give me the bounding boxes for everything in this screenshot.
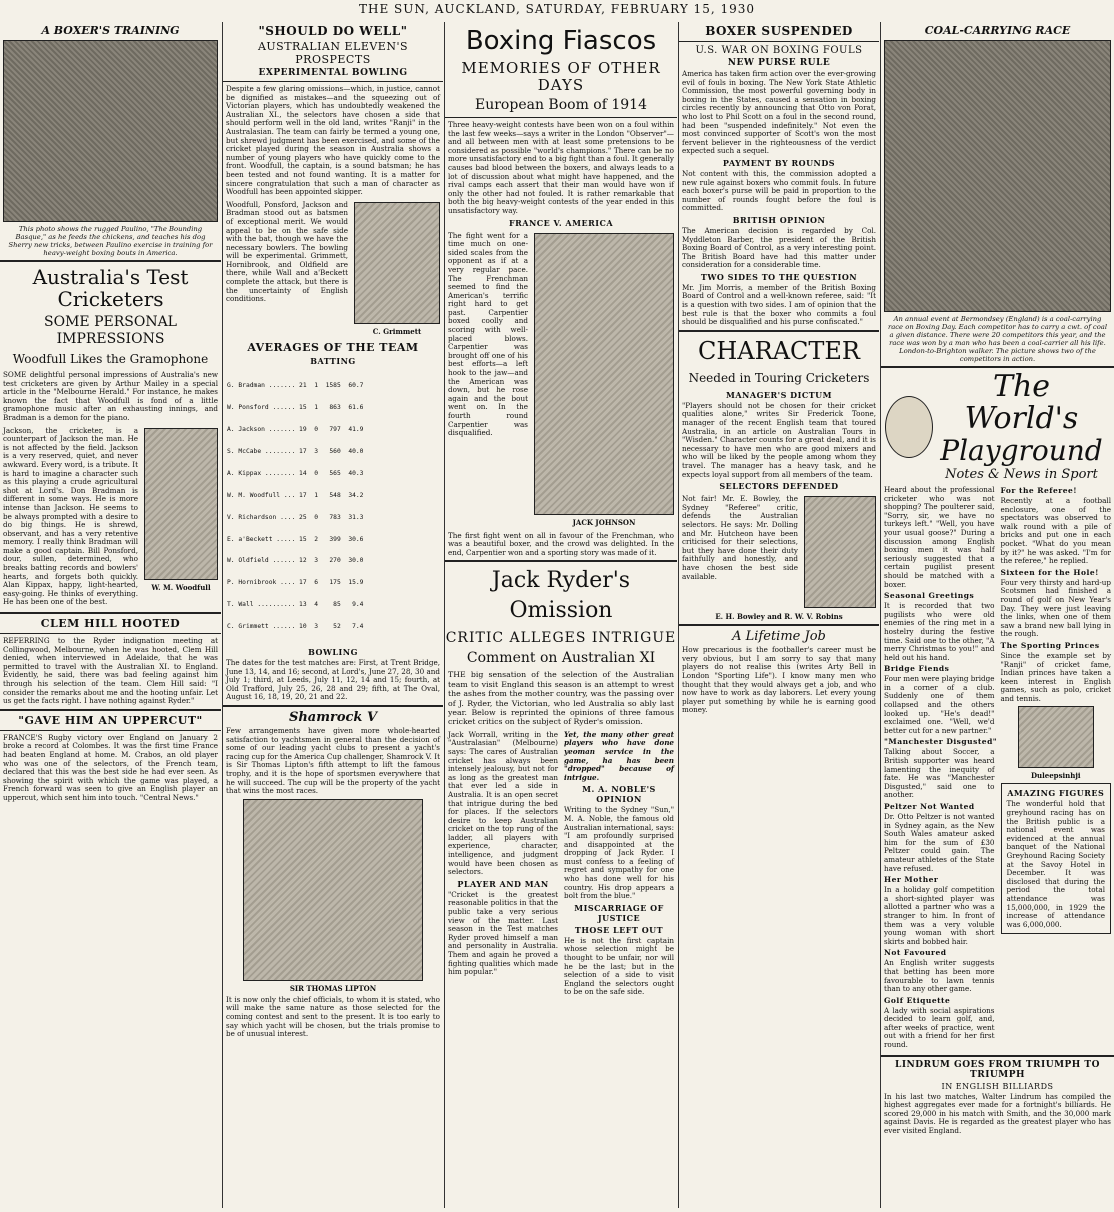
mascot-icon (885, 396, 933, 458)
table-row: S. McCabe ........ 17 3 560 40.0 (227, 447, 364, 455)
column-5 (881, 22, 1114, 1208)
column-3 (445, 22, 677, 1208)
worlds-playground-logo-line-1: The World's (964, 369, 1079, 436)
column-4 (679, 22, 879, 1208)
boxing-fiascos-subhead: MEMORIES OF OTHER DAYS (461, 59, 661, 94)
averages-headline: AVERAGES OF THE TEAM (247, 340, 419, 354)
bridge-body: Four men were playing bridge in a corner of a club. Suddenly one of them collapsed and the others looked up. "He's dead!" exclaimed one. "Well, we'd better cut for a new partner." (884, 674, 995, 735)
selectors-defended-subhead: SELECTORS DEFENDED (719, 481, 839, 492)
divider (881, 366, 1114, 368)
lipton-caption: SIR THOMAS LIPTON (289, 983, 377, 993)
character-headline: CHARACTER (698, 336, 860, 365)
should-do-well-subhead-2: EXPERIMENTAL BOWLING (258, 68, 408, 78)
manchester-subhead: "Manchester Disgusted" (884, 737, 998, 747)
table-row: W. Oldfield ...... 12 3 270 30.0 (227, 557, 364, 565)
coal-race-headline: COAL-CARRYING RACE (924, 24, 1071, 37)
coal-race-photo (884, 40, 1111, 312)
referee-body: Recently at a football enclosure, one of the spectators was observed to walk round with a pile of bricks and put one in each pocket. "What do you mean by it?" he was asked. "I'm for the referee," he replied. (1000, 496, 1111, 566)
character-subhead-2: MANAGER'S DICTUM (725, 389, 832, 400)
worlds-playground-logo-line-2: Playground (940, 434, 1103, 467)
table-row: V. Richardson .... 25 0 783 31.3 (227, 513, 364, 521)
favour-subhead: Not Favoured (884, 948, 947, 958)
worlds-playground-tagline: Notes & News in Sport (945, 467, 1098, 482)
boxing-fiascos-headline: Boxing Fiascos (465, 26, 657, 56)
duleepsinhji-caption: Duleepsinhji (1030, 771, 1081, 781)
grimmett-photo (354, 202, 440, 324)
amazing-figures-body: The wonderful hold that greyhound racing has on the British public is a national event was evidenced at the annual banquet of the National Greyhound Racing Society at the Savoy Hotel in December. It was disclosed that during the period the total attendance was 15,000,000, in 1929 the increase of attendance was 6,000,000. (1006, 799, 1105, 929)
batting-subhead: BATTING (310, 355, 356, 366)
jack-johnson-caption: JACK JOHNSON (572, 517, 636, 527)
payment-by-rounds-subhead: PAYMENT BY ROUNDS (722, 157, 836, 168)
woodfull-caption: W. M. Woodfull (151, 582, 211, 592)
divider (445, 560, 677, 562)
ryder-subhead-2: Comment on Australian XI (466, 650, 656, 667)
table-row: P. Hornibrook .... 17 6 175 15.9 (227, 579, 364, 587)
bowling-subhead: BOWLING (308, 647, 358, 657)
lindrum-subhead: IN ENGLISH BILLIARDS (941, 1081, 1054, 1091)
grimmett-caption: C. Grimmett (372, 326, 422, 336)
divider (0, 633, 221, 634)
lifetime-job-body: How precarious is the footballer's career must be very obvious, but I am sorry to say that many players do not realise this (writes Arty Bell in London "Sporting Life"). I know many men who thought that they would always get a job, and who now have to work as day laborers. Let every young player put something by while he is earning good money. (682, 645, 876, 715)
lifetime-job-headline: A Lifetime Job (732, 629, 826, 645)
favour-body: An English writer suggests that betting has been more favourable to lawn tennis than to any other game. (884, 958, 995, 994)
lipton-photo (243, 799, 423, 981)
boxing-fiascos-subhead-2: European Boom of 1914 (475, 97, 647, 113)
boxing-fiascos-body-3: The first fight went on all in favour of the Frenchman, who was a beautiful boxer, and the crowd was delighted. In the end, Carpentier won and a sporting story was made of it. (448, 530, 674, 557)
amazing-figures-box (1001, 783, 1112, 934)
those-left-out-subhead: THOSE LEFT OUT (574, 924, 664, 935)
sixteen-subhead: Sixteen for the Hole! (1000, 567, 1099, 577)
divider (881, 1055, 1114, 1057)
uppercut-headline: "GAVE HIM AN UPPERCUT" (18, 713, 203, 727)
divider (0, 612, 221, 614)
selectors-defended-body: Not fair! Mr. E. Bowley, the Sydney "Referee" critic, defends the Australian selectors. He says: Mr. Dolling and Mr. Hutcheon have been criticised for their selections, but they have done their duty faithfully and honestly, and have chosen the best side available. (682, 494, 798, 581)
shamrock-headline: Shamrock V (288, 709, 378, 725)
peltzer-subhead: Peltzer Not Wanted (884, 802, 975, 811)
shamrock-body: Few arrangements have given more whole-hearted satisfaction to yachtsmen in general than the decision of some of our leading yacht clubs to present a yacht's racing cup for the America Cup challenger, Shamrock V. It is Sir Thomas Lipton's fifth attempt to lift the famous trophy, and it is the hope of sportsmen everywhere that he will succeed. The cup will be the property of the yacht that wins the most races. (226, 725, 440, 796)
boxer-training-headline: A BOXER'S TRAINING (41, 24, 180, 37)
playground-body: Heard about the professional cricketer who was not shopping? The poulterer said, "Sorry, sir, we have no turkeys left." "Well, you have your usual goose?" During a discussion among English boxing men it was half seriously suggested that a certain pugilist present should be matched with a boxer. (884, 485, 995, 589)
table-row: W. Ponsford ...... 15 1 863 61.6 (227, 404, 364, 412)
test-cricketers-subhead: SOME PERSONAL IMPRESSIONS (44, 314, 177, 347)
boxing-fiascos-body-2: The fight went for a time much on one-sided scales from the opponent as if at a very regular pace. The Frenchman seemed to find the American's terrific right hard to get past. Carpentier boxed coolly and scoring with well-placed blows. Carpentier was brought off one of his best efforts—a left hook to the jaw—and the American was down, but he rose again and the bout went on. In the fourth round Carpentier was disqualified. (448, 230, 528, 438)
table-row: W. M. Woodfull ... 17 1 548 34.2 (227, 491, 364, 499)
divider (223, 705, 443, 707)
boxer-suspended-body: America has taken firm action over the ever-growing evil of fouls in boxing. The New York State Athletic Commission, the most powerful governing body in boxing in the States, caused a sensation in boxing circles recently by announcing that Otto von Porat, who lost to Phil Scott on a foul in the second round, had been "suspended indefinitely." Not even the most convinced supporter of Scott's won the most fervent believer in the righteousness of the verdict expected such a sequel. (682, 69, 876, 156)
uppercut-body: FRANCE'S Rugby victory over England on January 2 broke a record at Colombes. It was the first time France had beaten England at home. M. Crabos, an old player who was one of the selectors, of the French team, declared that this was the best side he had ever seen. As showing the spirit with which the game was played, a French forward was seen to give an English player an uppercut, which sent him into touch. "Central News." (3, 732, 218, 802)
jack-johnson-photo (534, 233, 674, 515)
payment-by-rounds-body: Not content with this, the commission adopted a new rule against boxers who commit fouls. In future each boxer's purse will be paid in proportion to the number of rounds fought before the foul is committed. (682, 168, 876, 213)
divider (679, 330, 879, 332)
manchester-body: Talking about Soccer, a British supporter was heard lamenting the inequity of fate. He was "Manchester Disgusted," said one to another. (884, 747, 995, 800)
boxing-fiascos-body: Three heavy-weight contests have been won on a foul within the last few weeks—says a writer in the London "Observer"—and all between men with at least some pretensions to be considered as possible "world's champions." There can be no more unsatisfactory end to a big fight than a foul. It generally causes bad blood between the boxers, and always leads to a lot of discussion about what might have happened, and the rival camps each assert that their man would have won if only the other had not fouled. It is rather remarkable that both the big heavy-weight contests of the year ended in this unsatisfactory way. (448, 120, 674, 215)
divider (0, 709, 221, 711)
boxer-suspended-subhead: U.S. WAR ON BOXING FOULS (695, 45, 863, 56)
france-america-subhead: FRANCE V. AMERICA (508, 217, 614, 228)
referee-subhead: For the Referee! (1000, 486, 1078, 495)
masthead: THE SUN, AUCKLAND, SATURDAY, FEBRUARY 15, 1930 (359, 2, 755, 16)
ryder-pull-quote: Yet, the many other great players who have done yeoman service in the game, ha has been "dropped" because of intrigue. (564, 729, 674, 782)
woodfull-photo (144, 428, 218, 580)
paulino-photo (3, 40, 218, 222)
table-row: A. Kippax ........ 14 0 565 40.3 (227, 469, 364, 477)
should-do-well-headline: "SHOULD DO WELL" (258, 24, 408, 38)
noble-body: Writing to the Sydney "Sun," M. A. Noble, the famous old Australian international, says: "I am profoundly surprised and disappointed at the dropping of Jack Ryder. I must confess to a feeling of regret and sympathy for one who has done well for his country. His drop appears a bolt from the blue." (564, 805, 674, 901)
table-row: A. Jackson ....... 19 0 797 41.9 (227, 426, 364, 434)
player-and-man-subhead: PLAYER AND MAN (457, 878, 549, 889)
test-cricketers-headline: Australia's Test Cricketers (32, 265, 189, 311)
character-body: "Players should not be chosen for their cricket qualities alone," writes Sir Frederick Toone, manager of the recent English team that toured Australia, in an article on Australian Tours in "Wisden." Character counts for a great deal, and it is necessary to have men who are good mixers and who will be liked by the people among whom they travel. The manager has a heavy task, and he expects loyal support from all members of the team. (682, 400, 876, 479)
coal-race-caption: An annual event at Bermondsey (England) is a coal-carrying race on Boxing Day. Each competitor has to carry a cwt. of coal a given distance. There were 20 competitors this year, and the race was won by a man who has been a coal-carrier all his life. London-to-Brighton walker. The picture shows two of the competitors in action. (887, 315, 1108, 363)
ryder-subhead: CRITIC ALLEGES INTRIGUE (445, 630, 677, 647)
column-2 (223, 22, 443, 1208)
greetings-subhead: Seasonal Greetings (884, 591, 975, 601)
bridge-subhead: Bridge Fiends (884, 664, 950, 674)
miscarriage-subhead: MISCARRIAGE OF JUSTICE (574, 902, 664, 923)
golf-subhead: Golf Etiquette (884, 995, 951, 1005)
divider (0, 260, 221, 262)
peltzer-body: Dr. Otto Peltzer is not wanted in Sydney again, as the New South Wales amateur asked him for the sum of £30 Peltzer could gain. The amateur athletes of the State have refused. (884, 812, 995, 873)
lindrum-body: In his last two matches, Walter Lindrum has compiled the highest aggregates ever made for a fortnight's billiards. He scored 29,000 in his match with Smith, and the 30,000 mark against Davis. He is regarded as the greatest player who has ever visited England. (884, 1091, 1111, 1136)
ryder-lead: THE big sensation of the selection of the Australian team to visit England this season is an attempt to wrest the ashes from the mother country, was the passing over of J. Ryder, the Victorian, who led Australia so ably last year. Below is reprinted the opinions of three famous cricket critics on the subject of Ryder's omission. (448, 670, 674, 727)
table-row: C. Grimmett ...... 10 3 52 7.4 (227, 623, 364, 631)
divider (679, 624, 879, 626)
column-1 (0, 22, 221, 1208)
sixteen-body: Four very thirsty and hard-up Scotsmen had finished a round of golf on New Year's Day. They were just leaving the links, when one of them saw a brand new ball lying in the rough. (1000, 577, 1111, 639)
test-cricketers-lead: SOME delightful personal impressions of Australia's new test cricketers are given by Arthur Mailey in a special article in the "Melbourne Herald." For instance, he makes known the fact that Woodfull is fond of a little gramophone music after an exhausting innings, and Bradman is a demon for the piano. (3, 370, 218, 422)
test-cricketers-subhead-2: Woodfull Likes the Gramophone (12, 352, 209, 366)
noble-subhead: M. A. NOBLE'S OPINION (582, 784, 656, 805)
british-opinion-subhead: BRITISH OPINION (732, 214, 826, 225)
ryder-headline: Jack Ryder's Omission (491, 568, 631, 624)
should-do-well-body-2: Woodfull, Ponsford, Jackson and Bradman stood out as batsmen of exceptional merit. We would appeal to be on the safe side with the bat, though we have the necessary bowlers. The bowling will be experimental. Grimmett, Hornibrook, and Oldfield are there, while Wall and a'Beckett complete the attack, but there is the uncertainty of English conditions. (226, 199, 348, 304)
divider (0, 730, 221, 731)
table-row: T. Wall .......... 13 4 85 9.4 (227, 601, 364, 609)
british-opinion-body: The American decision is regarded by Col. Myddleton Barber, the president of the British Boxing Board of Control, as a very interesting point. The British Board have had this matter under consideration for a considerable time. (682, 225, 876, 270)
clem-hill-headline: CLEM HILL HOOTED (40, 617, 181, 631)
lindrum-headline: LINDRUM GOES FROM TRIUMPH TO TRIUMPH (895, 1059, 1100, 1080)
boxer-suspended-subhead-2: NEW PURSE RULE (727, 58, 831, 68)
shamrock-body-2: It is now only the chief officials, to whom it is stated, who will make the same nature as those selected for the coming contest and sent to the present. It is too early to say which yacht will be chosen, but the trials promise to be of unusual interest. (226, 994, 440, 1039)
bowley-caption: E. H. Bowley and R. W. V. Robins (715, 612, 843, 622)
mother-body: In a holiday golf competition a short-sighted player was allotted a partner who was a stranger to him. In front of them was a very voluble young woman with short skirts and bobbed hair. (884, 885, 995, 946)
mother-subhead: Her Mother (884, 875, 939, 885)
divider (223, 81, 443, 82)
princes-body: Since the example set by "Ranji" of cricket fame, Indian princes have taken a keen interest in English games, such as polo, cricket and tennis. (1000, 650, 1111, 703)
batting-table (227, 368, 439, 645)
should-do-well-body: Despite a few glaring omissions—which, in justice, cannot be dignified as mistakes—and the squeezing out of Victorian players, which has undoubtedly weakened the Australian XI., the selectors have chosen a side that should perform well in the old land, writes "Ranji" in the Australasian. The team can fairly be termed a young one, but shrewd judgment has been exercised, and some of the cricket played during the season in Australia shows a number of young players who have quickly come to the front. Woodfull, the captain, is a sound batsman; he has been tested and not found wanting. It is a matter for sincere congratulation that such a man of character as Woodfull has been appointed skipper. (226, 84, 440, 197)
table-row: E. a'Beckett ..... 15 2 399 30.6 (227, 535, 364, 543)
duleepsinhji-photo (1018, 706, 1095, 768)
table-row: G. Bradman ....... 21 1 1585 60.7 (227, 382, 364, 390)
greetings-body: It is recorded that two pugilists who were old enemies of the ring met in a hostelry during the festive time. Said one to the other, "A merry Christmas to you!" and held out his hand. (884, 601, 995, 662)
should-do-well-subhead: AUSTRALIAN ELEVEN'S PROSPECTS (257, 40, 409, 66)
ryder-body-2: "Cricket is the greatest reasonable politics in that the public take a very serious view of the matter. Last season in the Test matches Ryder proved himself a man and personality in Australia. Them and again he proved a fighting qualities which made him popular." (448, 889, 558, 977)
divider (679, 41, 879, 42)
golf-body: A lady with social aspirations decided to learn golf, and, after weeks of practice, went out with a friend for her first round. (884, 1005, 995, 1050)
boxer-suspended-headline: BOXER SUSPENDED (705, 24, 853, 38)
test-dates-body: The dates for the test matches are: First, at Trent Bridge, June 13, 14, and 16; second, at Lord's, June 27, 28, 30 and July 1; third, at Leeds, July 11, 12, 14 and 15; fourth, at Old Trafford, July 25, 26, 28 and 29; fifth, at The Oval, August 16, 18, 19, 20, 21 and 22. (226, 658, 440, 702)
divider (445, 117, 677, 118)
test-cricketers-body: Jackson, the cricketer, is a counterpart of Jackson the man. He is not affected by the field. Jackson is a very reserved, quiet, and never awkward. Every word, is a tribute. It is hard to imagine a character such as this playing a crude agricultural shot at Lord's. Don Bradman is different in some ways. He is more intense than Jackson. He seems to be always prompted with a desire to do big things. He is shrewd, observant, and has a very retentive memory. I really think Bradman will make a good captain. Bill Ponsford, dour, sullen, determined, who breaks batting records and bowlers' hearts, and forgets both quickly. Alan Kippax, happy, light-hearted, easy-going. He thinks of everything. He has been one of the best. (3, 425, 138, 607)
paulino-caption: This photo shows the rugged Paulino, "The Bounding Basque," as he feeds the chickens, and teaches his dog Sherry new tricks, between Paulino exercise in training for heavy-weight boxing bouts in America. (8, 225, 213, 257)
two-sides-subhead: TWO SIDES TO THE QUESTION (700, 271, 858, 282)
bowley-photo (804, 496, 876, 608)
those-left-out-body: He is not the first captain whose selection might be thought to be unfair, nor will he be the last; but in the selection of a side to visit England the selectors ought to be on the safe side. (564, 935, 674, 997)
ryder-body: Jack Worrall, writing in the "Australasian" (Melbourne) says: The cares of Australian cricket has always been intensely jealousy, but not for as long as the greatest man that ever led a side in Australia. It is an open secret that intrigue during the bed for places. If the selectors desire to keep Australian cricket on the top rung of the ladder, all players with experience, character, intelligence, and judgment would have been chosen as selectors. (448, 729, 558, 877)
clem-hill-body: REFERRING to the Ryder indignation meeting at Collingwood, Melbourne, when he was hooted, Clem Hill denied, when interviewed in Adelaide, that he was permitted to travel with the Australian XI. to England. Evidently, he said, there was bad feeling against him through his selection of the team. Clem Hill said: "I consider the remarks about me and the hooting unfair. Let us get the facts right. I have nothing against Ryder." (3, 636, 218, 706)
amazing-figures-headline: AMAZING FIGURES (1007, 788, 1105, 799)
princes-subhead: The Sporting Princes (1000, 640, 1100, 650)
character-subhead: Needed in Touring Cricketers (688, 370, 870, 385)
two-sides-body: Mr. Jim Morris, a member of the British Boxing Board of Control and a well-known referee, said: "It is a question with two sides. I am of opinion that the best rule is that the boxer who commits a foul should be disqualified and his purse confiscated." (682, 282, 876, 327)
